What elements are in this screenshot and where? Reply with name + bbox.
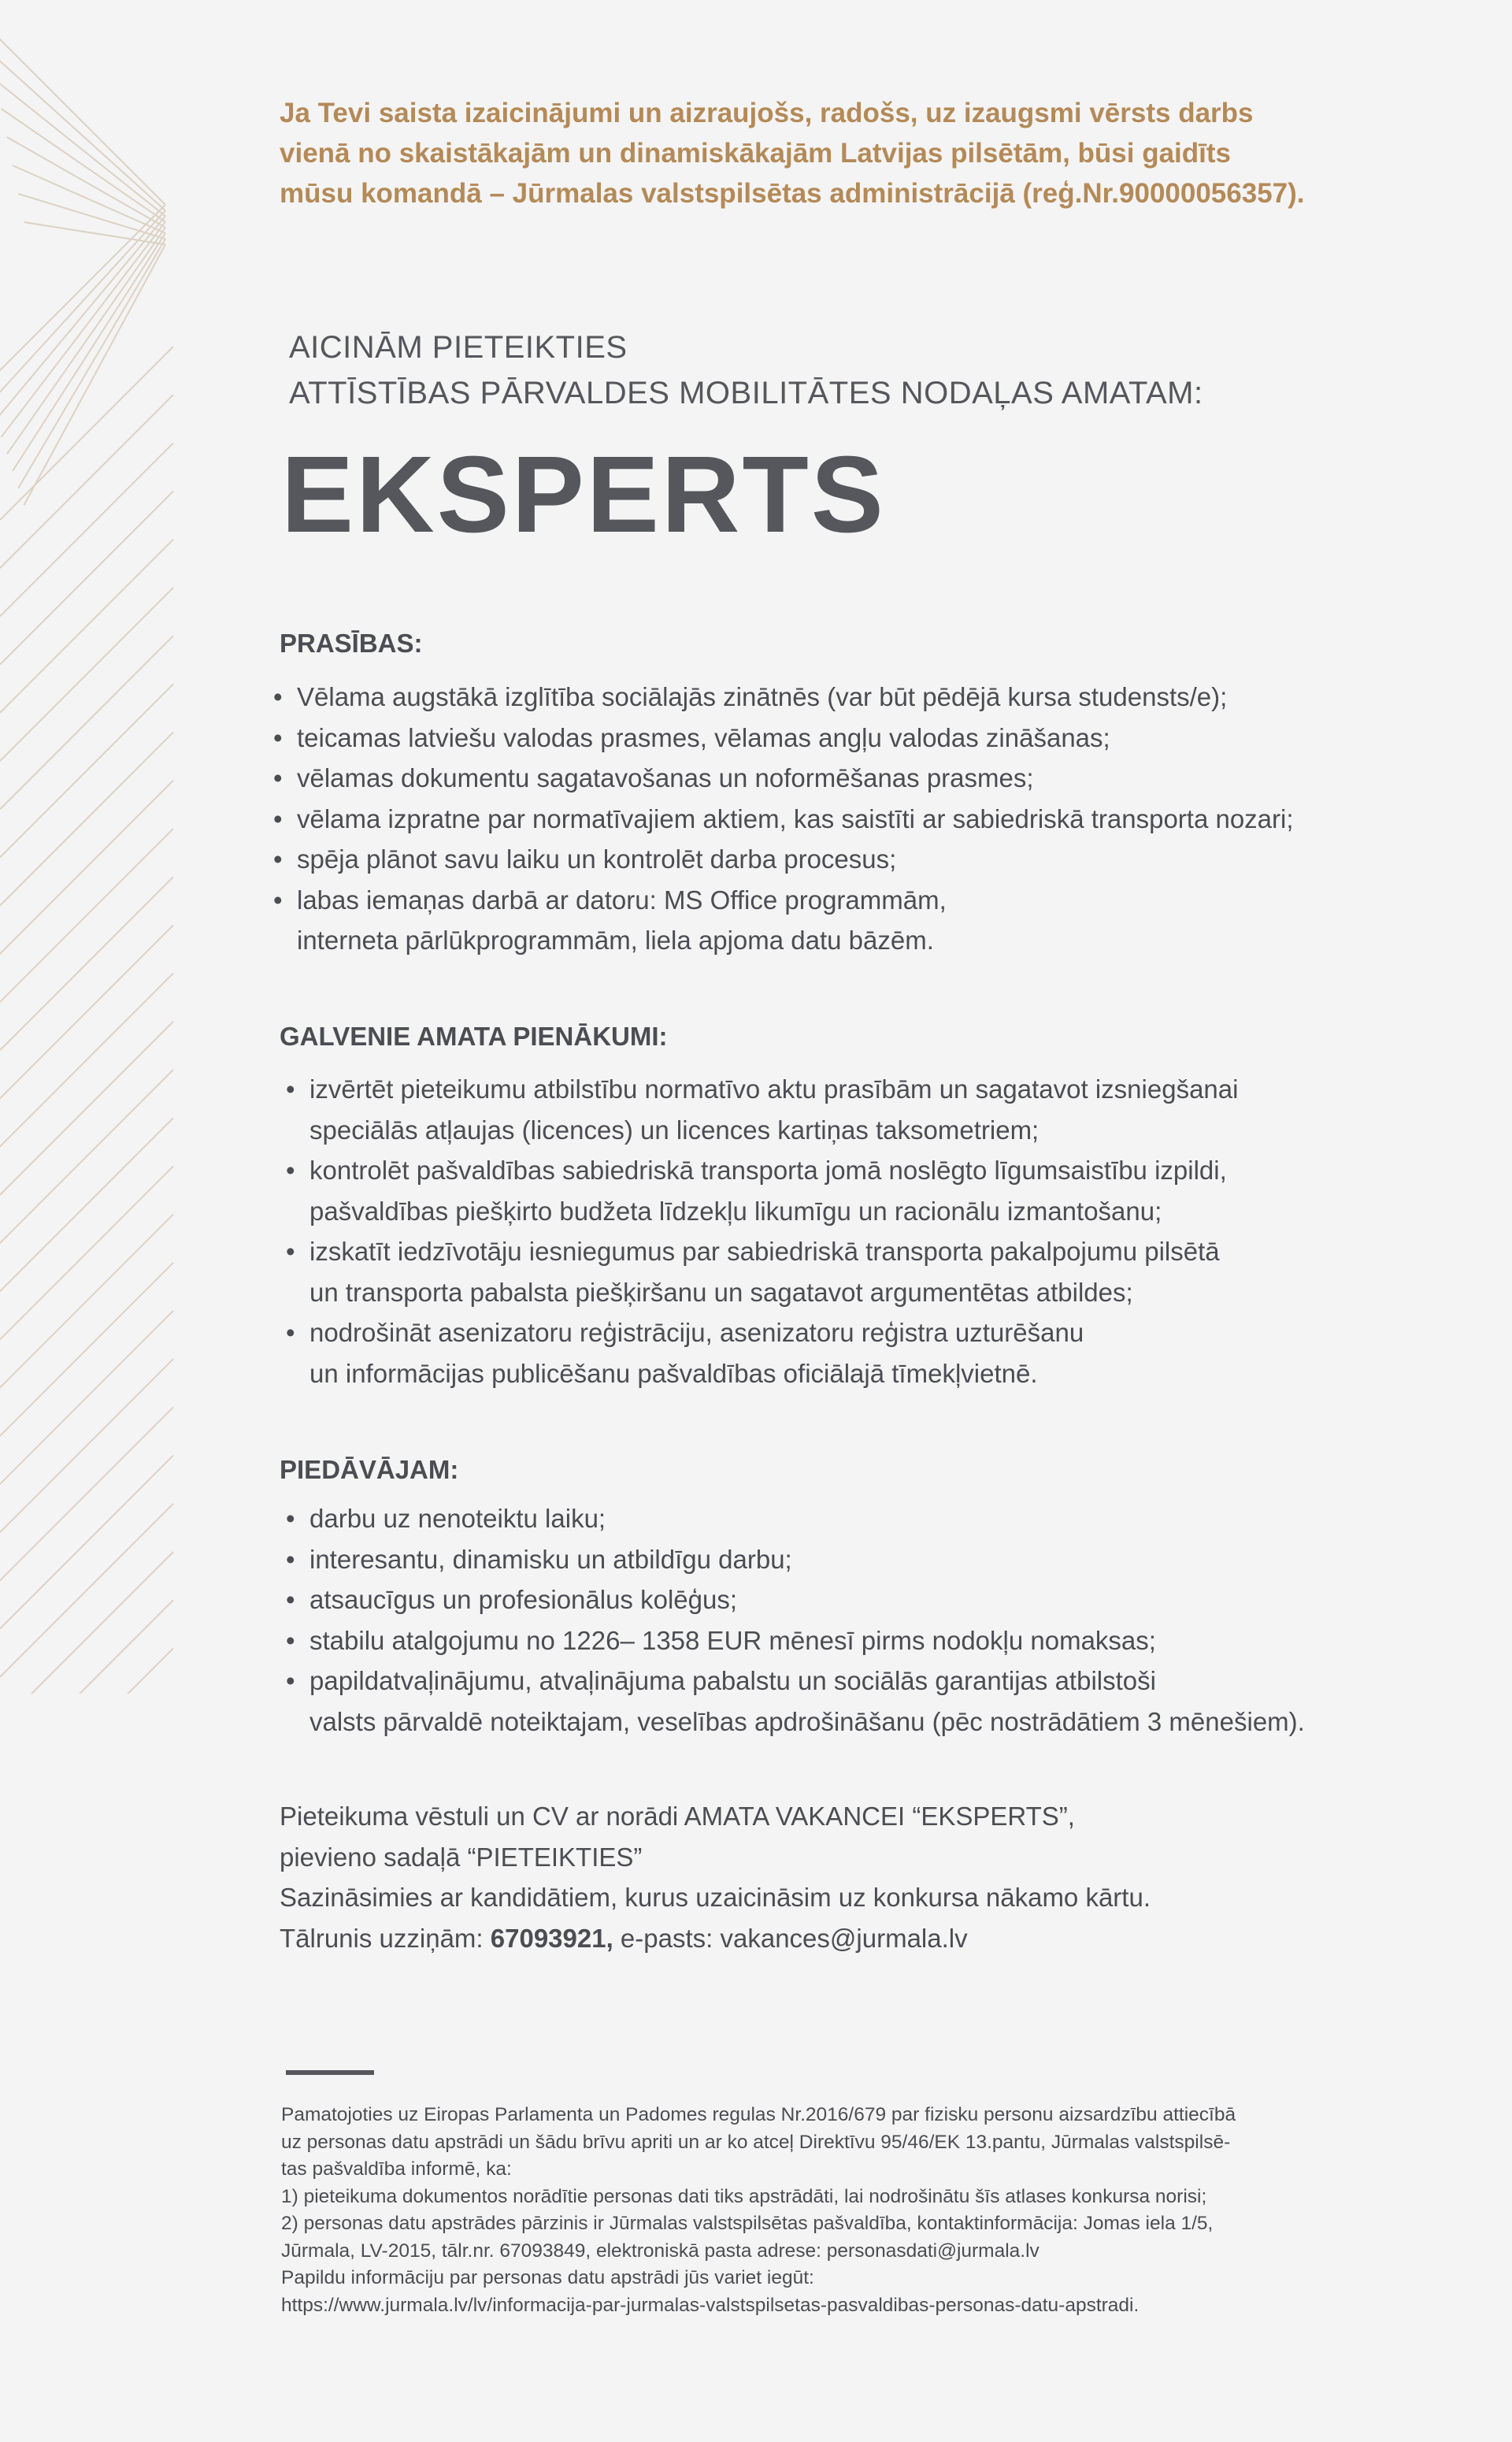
decor-line — [2, 222, 165, 437]
decor-line — [0, 588, 173, 761]
application-info — [280, 1796, 1151, 1958]
decor-line — [0, 829, 173, 1002]
list-item: • kontrolēt pašvaldības sabiedriskā transporta jomā noslēgto līgumsaistību izpildi, pašvaldības piešķirto budžeta līdzekļu likumīgu un racionālu izmantošanu; — [286, 1150, 1238, 1231]
offer-heading: PIEDĀVĀJAM: — [280, 1455, 459, 1484]
list-item: • vēlama izpratne par normatīvajiem aktiem, kas saistīti ar sabiedriskā transporta nozari; — [273, 799, 1294, 840]
list-item: • papildatvaļinājumu, atvaļinājuma pabalstu un sociālās garantijas atbilstoši valsts pārvaldē noteiktajam, veselības apdrošināšanu (pēc nostrādātiem 3 mēnešiem). — [286, 1661, 1305, 1742]
list-item: • izvērtēt pieteikumu atbilstību normatīvo aktu prasībām un sagatavot izsniegšanai speciālās atļaujas (licences) un licences kartiņas taksometriem; — [286, 1069, 1238, 1150]
decor-line — [0, 52, 165, 210]
list-item: • interesantu, dinamisku un atbildīgu darbu; — [286, 1539, 1305, 1580]
decor-line — [0, 24, 165, 205]
invitation-line: ATTĪSTĪBAS PĀRVALDES MOBILITĀTES NODAĻAS AMATAM: — [289, 376, 1203, 410]
decor-line — [0, 974, 173, 1147]
list-item: • spēja plānot savu laiku un kontrolēt darba procesus; — [273, 839, 1294, 880]
decor-line — [2, 109, 165, 222]
decor-line — [0, 1118, 173, 1291]
decor-line — [0, 1166, 173, 1339]
job-title: EKSPERTS — [281, 434, 886, 555]
decor-line — [0, 1504, 173, 1677]
phone-label: Tālrunis uzziņām: — [280, 1923, 491, 1953]
notice-line: 1) pieteikuma dokumentos norādītie personas dati tiks apstrādāti, lai nodrošinātu šīs atlases konkursa norisi; — [281, 2185, 1207, 2207]
decor-line — [0, 781, 173, 954]
decor-line — [0, 1070, 173, 1243]
list-item: • teicamas latviešu valodas prasmes, vēlamas angļu valodas zināšanas; — [273, 718, 1294, 759]
decor-line — [0, 1311, 173, 1484]
decorative-chevron-lines — [0, 0, 197, 1694]
decor-line — [0, 1407, 173, 1580]
decor-line — [0, 395, 173, 568]
list-item: • atsaucīgus un profesionālus kolēģus; — [286, 1579, 1305, 1620]
decor-line — [0, 1456, 173, 1629]
notice-line: Papildu informāciju par personas datu apstrādi jūs variet iegūt: — [281, 2267, 814, 2288]
requirements-heading: PRASĪBAS: — [280, 629, 423, 658]
intro-line: vienā no skaistākajām un dinamiskākajām Latvijas pilsētām, būsi gaidīts — [280, 138, 1231, 169]
decor-line — [0, 216, 165, 420]
privacy-notice — [281, 2102, 1399, 2319]
contact-line: pievieno sadaļā “PIETEIKTIES” — [280, 1842, 643, 1872]
decor-line — [0, 1263, 173, 1436]
divider-rule — [286, 2070, 374, 2075]
notice-line: Jūrmala, LV-2015, tālr.nr. 67093849, elektroniskā pasta adrese: personasdati@jurmala.lv — [281, 2240, 1040, 2262]
decor-line — [18, 239, 165, 488]
intro-line: mūsu komandā – Jūrmalas valstspilsētas administrācijā (reģ.Nr.90000056357). — [280, 178, 1305, 209]
decor-line — [0, 1600, 173, 1694]
intro-line: Ja Tevi saista izaicinājumi un aizraujošs, radošs, uz izaugsmi vērsts darbs — [280, 98, 1254, 128]
notice-line: uz personas datu apstrādi un šādu brīvu apriti un ar ko atceļ Direktīvu 95/46/EK 13.pantu, Jūrmalas valstspilsē- — [281, 2131, 1231, 2153]
notice-line: 2) personas datu apstrādes pārzinis ir Jūrmalas valstspilsētas pašvaldība, kontaktinformācija: Jomas iela 1/5, — [281, 2213, 1214, 2234]
requirements-list — [273, 677, 1294, 961]
email-label: e-pasts: — [613, 1923, 721, 1953]
contact-line: Pieteikuma vēstuli un CV ar norādi AMATA VAKANCEI “EKSPERTS”, — [280, 1802, 1075, 1831]
decor-line — [0, 492, 173, 665]
decor-line — [0, 1022, 173, 1195]
notice-line: Pamatojoties uz Eiropas Parlamenta un Padomes regulas Nr.2016/679 par fizisku personu aizsardzību attiecībā — [281, 2104, 1236, 2125]
list-item: • nodrošināt asenizatoru reģistrāciju, asenizatoru reģistra uzturēšanu un informācijas publicēšanu pašvaldības oficiālajā tīmekļvietnē. — [286, 1312, 1238, 1394]
list-item: • labas iemaņas darbā ar datoru: MS Office programmām, interneta pārlūkprogrammām, liela apjoma datu bāzēm. — [273, 880, 1294, 961]
list-item: • izskatīt iedzīvotāju iesniegumus par sabiedriskā transporta pakalpojumu pilsētā un transporta pabalsta piešķiršanu un sagatavot argumentētas atbildes; — [286, 1231, 1238, 1312]
duties-heading: GALVENIE AMATA PIENĀKUMI: — [280, 1022, 668, 1051]
duties-list — [286, 1069, 1238, 1394]
decor-line — [0, 925, 173, 1098]
invitation-heading — [289, 325, 1203, 416]
decor-line — [0, 1552, 173, 1694]
decor-line — [7, 228, 165, 455]
privacy-url[interactable]: https://www.jurmala.lv/lv/informacija-par-jurmalas-valstspilsetas-pasvaldibas-personas-datu-apstradi. — [281, 2294, 1140, 2316]
notice-line: tas pašvaldība informē, ka: — [281, 2158, 512, 2180]
decor-line — [0, 443, 173, 616]
decor-line — [0, 733, 173, 906]
list-item: • stabilu atalgojumu no 1226– 1358 EUR mēnesī pirms nodokļu nomaksas; — [286, 1620, 1305, 1661]
decor-line — [0, 1359, 173, 1532]
decor-line — [0, 636, 173, 809]
list-item: • vēlamas dokumentu sagatavošanas un noformēšanas prasmes; — [273, 758, 1294, 799]
decor-line — [0, 540, 173, 713]
decor-line — [0, 1215, 173, 1388]
invitation-line: AICINĀM PIETEIKTIES — [289, 330, 628, 365]
list-item: • Vēlama augstākā izglītība sociālajās zinātnēs (var būt pēdējā kursa studensts/e); — [273, 677, 1294, 718]
list-item: • darbu uz nenoteiktu laiku; — [286, 1498, 1305, 1539]
contact-details — [280, 1918, 1151, 1959]
phone-number[interactable]: 67093921, — [490, 1923, 613, 1953]
offer-list — [286, 1498, 1305, 1742]
decor-line — [0, 877, 173, 1050]
contact-line: Sazināsimies ar kandidātiem, kurus uzaicināsim uz konkursa nākamo kārtu. — [280, 1883, 1151, 1912]
decor-line — [0, 684, 173, 857]
decor-line — [0, 210, 165, 403]
intro-text — [280, 93, 1398, 213]
email-link[interactable]: vakances@jurmala.lv — [720, 1923, 968, 1953]
